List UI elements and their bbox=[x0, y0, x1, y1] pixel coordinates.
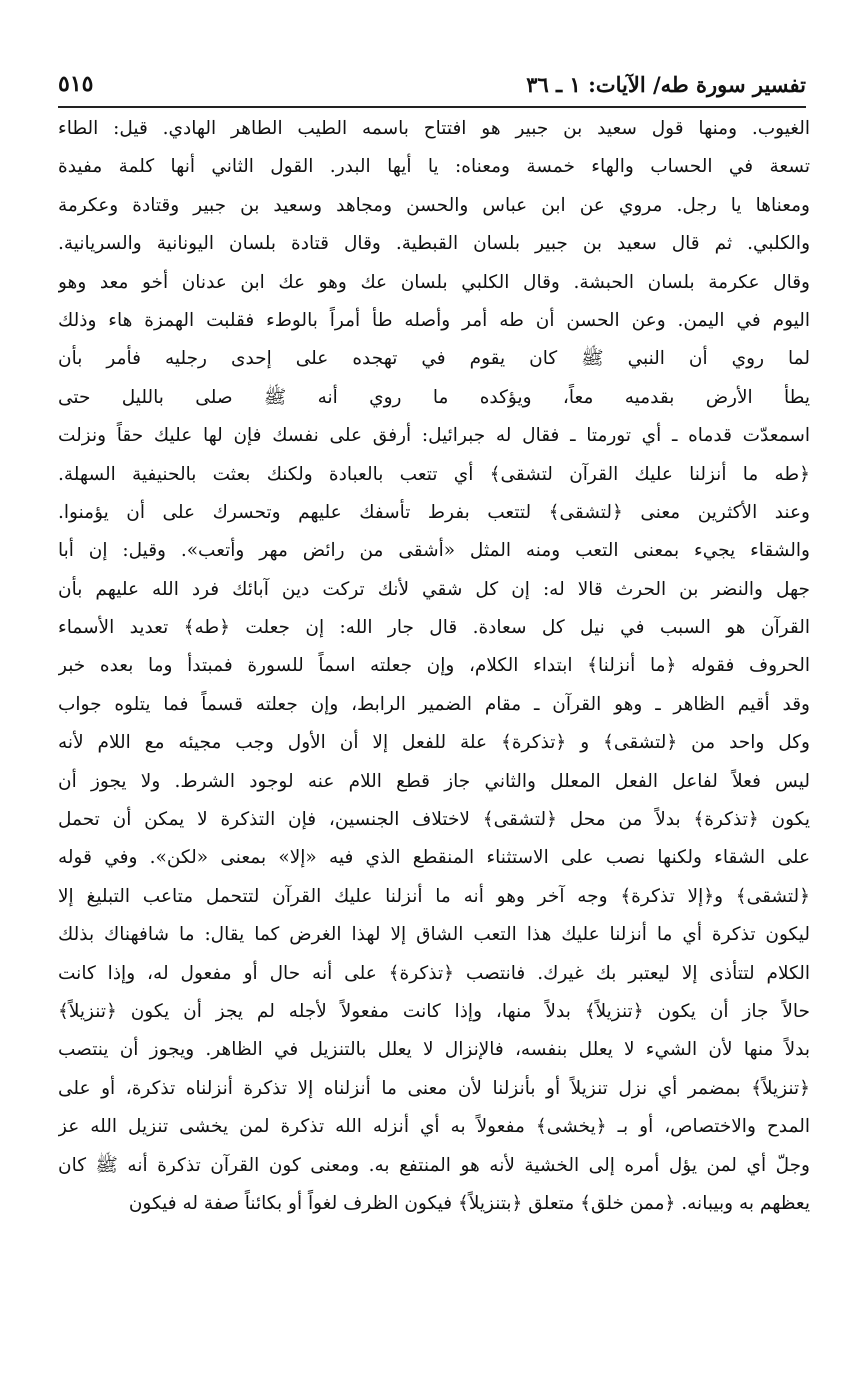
running-title: تفسير سورة طه/ الآيات: ١ ـ ٣٦ bbox=[526, 71, 806, 97]
text-line: جهل والنضر بن الحرث قالا له: إن كل شقي لأنك تركت دين آبائك فرد الله عليهم بأن bbox=[58, 578, 810, 600]
text-line: ﴿تنزيلاً﴾ بمضمر أي نزل تنزيلاً أو بأنزلنا لأن معنى ما أنزلناه إلا تذكرة أنزلناه تذكرة، أو على bbox=[58, 1077, 810, 1099]
text-line: ومعناها يا رجل. مروي عن ابن عباس والحسن ومجاهد وسعيد بن جبير وقتادة وعكرمة bbox=[58, 194, 810, 216]
text-line: يعظهم به وبيبانه. ﴿ممن خلق﴾ متعلق ﴿بتنزيلاً﴾ فيكون الظرف لغواً أو بكائناً صفة له فيكون bbox=[128, 1192, 810, 1214]
text-line: القرآن هو السبب في نيل كل سعادة. قال جار الله: إن جعلت ﴿طه﴾ تعديد الأسماء bbox=[58, 617, 810, 639]
text-line: على الشقاء ولكنها نصب على الاستثناء المنقطع الذي فيه «إلا» بمعنى «لكن». وفي قوله bbox=[58, 847, 810, 869]
text-line: اليوم في اليمن. وعن الحسن أن طه أمر وأصله طأ أمراً بالوطء فقلبت الهمزة هاء وذلك bbox=[58, 309, 810, 331]
text-line: بدلاً منها لأن الشيء لا يعلل بنفسه، فالإنزال لا يعلل بالتنزيل في الظاهر. ويجوز أن ينتصب bbox=[58, 1039, 810, 1061]
text-line: الغيوب. ومنها قول سعيد بن جبير هو افتتاح باسمه الطيب الطاهر الهادي. قيل: الطاء bbox=[58, 118, 810, 139]
text-line: اسمعدّت قدماه ـ أي تورمتا ـ فقال له جبرائيل: أرفق على نفسك فإن لها عليك حقاً ونزلت bbox=[58, 425, 810, 447]
text-line: لما روي أن النبي ﷺ كان يقوم في تهجده على إحدى رجليه فأمر بأن bbox=[58, 348, 810, 370]
text-line: وقال عكرمة بلسان الحبشة. وقال الكلبي بلسان عك وهو عك ابن عدنان أخو معد وهو bbox=[58, 271, 810, 293]
text-line: والشقاء يجيء بمعنى التعب ومنه المثل «أشقى من رائض مهر وأتعب». وقيل: إن أبا bbox=[58, 540, 810, 562]
text-line: وكل واحد من ﴿لتشقى﴾ و ﴿تذكرة﴾ علة للفعل إلا أن الأول وجب مجيئه مع اللام لأنه bbox=[58, 732, 810, 754]
text-line: المدح والاختصاص، أو بـ ﴿يخشى﴾ مفعولاً به أي أنزله الله تذكرة لمن يخشى تنزيل الله عز bbox=[58, 1116, 810, 1138]
text-line: الكلام لتتأذى إلا ليعتبر بك غيرك. فانتصب ﴿تذكرة﴾ على أنه حال أو مفعول له، وإذا كانت bbox=[58, 962, 810, 984]
commentary-text bbox=[58, 110, 810, 1223]
text-line: ليس فعلاً لفاعل الفعل المعلل والثاني جاز قطع اللام عنه لوجود الشرط. ولا يجوز أن bbox=[58, 770, 810, 792]
text-line: وجلّ أي لمن يؤل أمره إلى الخشية لأنه هو المنتفع به. ومعنى كون القرآن تذكرة أنه ﷺ كان bbox=[58, 1154, 810, 1176]
page-number: ٥١٥ bbox=[58, 71, 94, 97]
text-line: والكلبي. ثم قال سعيد بن جبير بلسان القبطية. وقال قتادة بلسان اليونانية والسريانية. bbox=[58, 233, 810, 255]
text-line: الحروف فقوله ﴿ما أنزلنا﴾ ابتداء الكلام، وإن جعلته اسماً للسورة فمبتدأ وما بعده خبر bbox=[58, 655, 810, 677]
text-line: ﴿لتشقى﴾ و﴿إلا تذكرة﴾ وجه آخر وهو أنه ما أنزلنا عليك القرآن لتتحمل متاعب التبليغ إلا bbox=[58, 885, 810, 907]
header-divider bbox=[58, 106, 806, 108]
text-line: ﴿طه ما أنزلنا عليك القرآن لتشقى﴾ أي تتعب بالعبادة ولكنك بعثت بالحنيفية السهلة. bbox=[58, 463, 810, 485]
text-line: ليكون تذكرة أي ما أنزلنا عليك هذا التعب الشاق إلا لهذا الغرض كما يقال: ما شافهناك بذلك bbox=[58, 924, 810, 946]
running-header bbox=[58, 64, 806, 104]
text-line: تسعة في الحساب والهاء خمسة ومعناه: يا أيها البدر. القول الثاني أنها كلمة مفيدة bbox=[58, 156, 810, 178]
text-line: حالاً جاز أن يكون ﴿تنزيلاً﴾ بدلاً منها، وإذا كانت مفعولاً لأجله لم يجز أن يكون ﴿تنزيلاً﴾ bbox=[58, 1000, 810, 1022]
text-line: يطأ الأرض بقدميه معاً، ويؤكده ما روي أنه ﷺ صلى بالليل حتى bbox=[58, 386, 810, 408]
text-line: وقد أقيم الظاهر ـ وهو القرآن ـ مقام الضمير الرابط، وإن جعلته قسماً فما يتلوه جواب bbox=[58, 693, 810, 715]
text-line: يكون ﴿تذكرة﴾ بدلاً من محل ﴿لتشقى﴾ لاختلاف الجنسين، فإن التذكرة لا يمكن أن تحمل bbox=[58, 809, 810, 831]
text-line: وعند الأكثرين معنى ﴿لتشقى﴾ لتتعب بفرط تأسفك عليهم وتحسرك على أن يؤمنوا. bbox=[58, 501, 810, 523]
